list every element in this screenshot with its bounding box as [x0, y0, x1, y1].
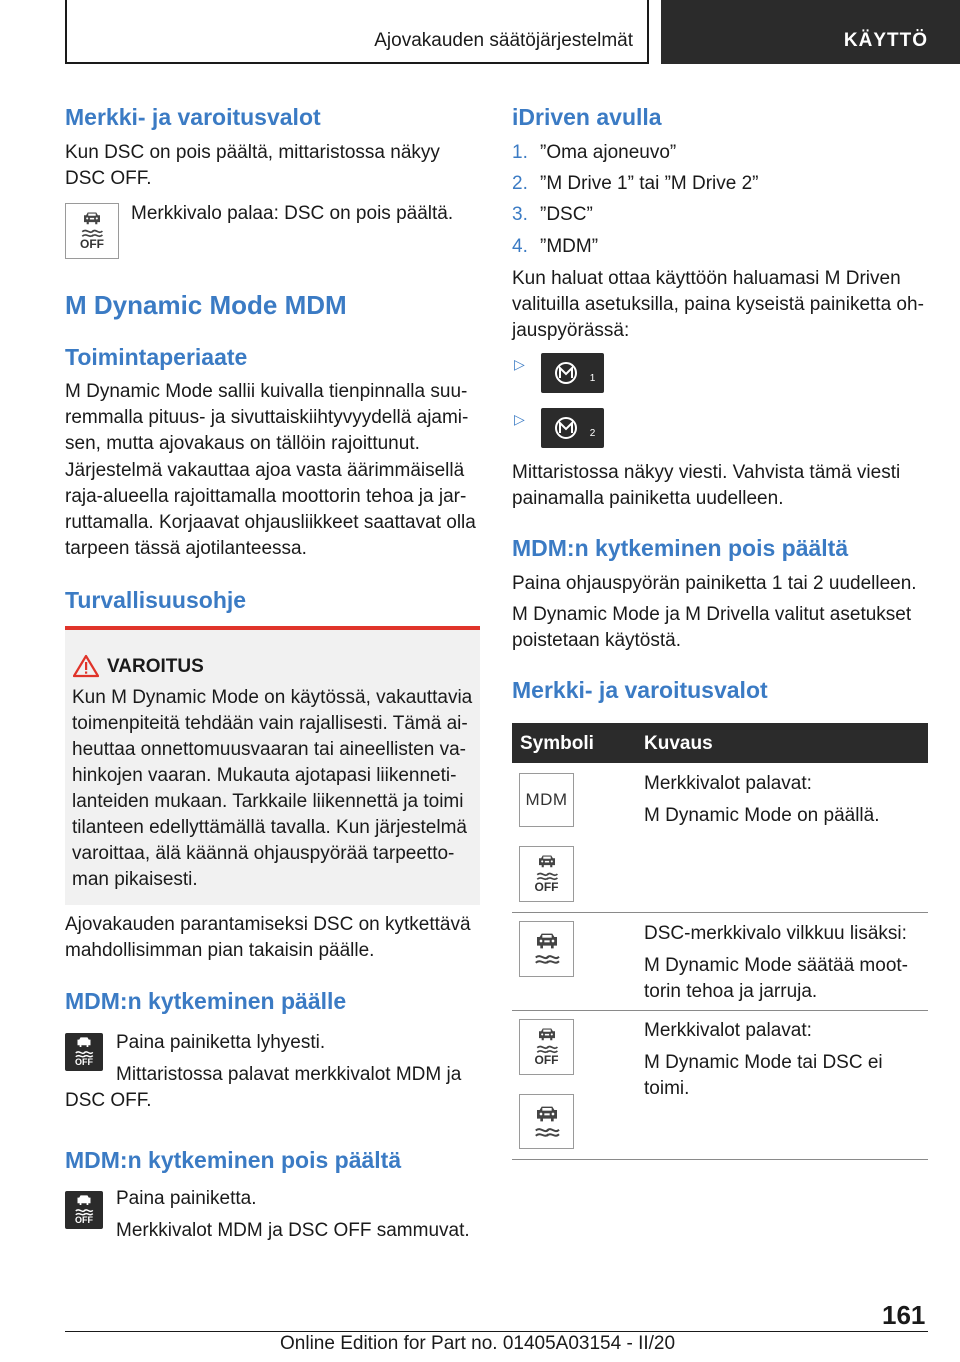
m1-button-icon	[541, 353, 604, 393]
bullet-arrow-icon: ▷	[514, 356, 525, 372]
heading-mdm-off-2: MDM:n kytkeminen pois päältä	[512, 535, 849, 561]
m1-subscript: 1	[589, 372, 596, 384]
page-number: 161	[882, 1300, 926, 1330]
col-symbol: Symboli	[520, 733, 594, 754]
header-frame	[65, 0, 649, 64]
heading-mdm-on: MDM:n kytkeminen päälle	[65, 988, 347, 1014]
heading-mdm: M Dynamic Mode MDM	[65, 290, 347, 320]
indicator-lamp-text: Merkkivalo palaa: DSC on pois päältä.	[131, 203, 454, 224]
idrive-step-2	[512, 171, 759, 197]
chapter-tab-label: KÄYTTÖ	[843, 30, 928, 51]
step-number: 2.	[512, 173, 528, 194]
dsc-lamp-icon	[519, 1094, 574, 1149]
step-text: ”DSC”	[540, 204, 593, 225]
mdm-lamp-icon	[519, 773, 574, 827]
section-title: Ajovakauden säätöjärjestelmät	[374, 30, 633, 51]
off2-paragraph-2: M Dynamic Mode ja M Drivella valitut asetukset poistetaan käytöstä.	[512, 604, 912, 651]
m-drive-icon	[550, 414, 590, 442]
footer-rule	[65, 1331, 928, 1332]
step-text: ”M Drive 1” tai ”M Drive 2”	[540, 173, 759, 194]
off-label: OFF	[534, 1053, 559, 1067]
dsc-lamp-icon	[519, 921, 574, 977]
off2-paragraph-1: Paina ohjauspyörän painiketta 1 tai 2 uudelleen.	[512, 573, 917, 594]
col-description: Kuvaus	[644, 733, 713, 754]
table-header	[512, 723, 928, 763]
table-divider	[512, 912, 928, 913]
dsc-off-lamp-icon	[65, 203, 119, 259]
row1-desc-1: Merkkivalot palavat:	[644, 773, 812, 794]
idrive-text: Kun haluat ottaa käyttöön haluamasi M Driven valituilla asetuksilla, paina kyseistä painiketta ohjauspyörässä:	[512, 268, 924, 341]
dsc-off-button-icon-2	[65, 1191, 103, 1229]
mdm-label: MDM	[525, 790, 568, 809]
row2-desc-2: M Dynamic Mode säätää moottorin tehoa ja jarruja.	[644, 955, 908, 1002]
step-number: 4.	[512, 236, 528, 257]
heading-table: Merkki- ja varoitusvalot	[512, 677, 768, 703]
bullet-arrow-icon: ▷	[514, 411, 525, 427]
off-label: OFF	[534, 880, 559, 894]
row3-desc-2: M Dynamic Mode tai DSC ei toimi.	[644, 1052, 883, 1099]
footer-edition: Online Edition for Part no. 01405A03154 - II/20	[280, 1333, 676, 1354]
idrive-step-1	[512, 140, 677, 166]
dsc-off-lamp-icon	[519, 1019, 574, 1075]
mdm-off-step-1: Paina painiketta.	[116, 1188, 257, 1209]
indicators-text: Kun DSC on pois päältä, mittaristossa näkyy DSC OFF.	[65, 142, 440, 189]
principle-paragraph-1: M Dynamic Mode sallii kuivalla tienpinnalla suuremmalla pituus- ja sivuttaiskiihtyvyydellä ajamisen, mutta ajovakaus on tällöin rajoittunut.	[65, 381, 469, 454]
heading-idrive: iDriven avulla	[512, 104, 662, 130]
confirm-text: Mittaristossa näkyy viesti. Vahvista tämä viesti painamalla painiketta uudelleen.	[512, 462, 901, 509]
mdm-off-step-2: Merkkivalot MDM ja DSC OFF sammuvat.	[116, 1220, 470, 1241]
step-number: 3.	[512, 204, 528, 225]
row1-desc-2: M Dynamic Mode on päällä.	[644, 805, 880, 826]
after-warning-text: Ajovakauden parantamiseksi DSC on kytkettävä mahdollisimman pian takaisin päälle.	[65, 914, 471, 961]
principle-paragraph-2: Järjestelmä vakauttaa ajoa vasta äärimmäisellä raja-alueella rajoittamalla moottorin tehoa ja jarruttamalla. Korjaavat ohjausliikkeet saattavat olla tarpeen tässä ajotilanteessa.	[65, 460, 476, 559]
table-divider	[512, 1159, 928, 1160]
dsc-off-lamp-icon	[519, 846, 574, 902]
step-number: 1.	[512, 142, 528, 163]
m2-button-icon	[541, 408, 604, 448]
row3-desc-1: Merkkivalot palavat:	[644, 1020, 812, 1041]
mdm-on-step-1: Paina painiketta lyhyesti.	[116, 1032, 326, 1053]
idrive-step-3	[512, 202, 593, 228]
off-label: OFF	[75, 1057, 93, 1067]
warning-triangle-icon	[73, 654, 99, 678]
heading-principle: Toimintaperiaate	[65, 344, 248, 370]
step-text: ”MDM”	[540, 236, 599, 257]
table-divider	[512, 1010, 928, 1011]
mdm-on-step-2-text: Mittaristossa palavat merkkivalot MDM ja DSC OFF.	[65, 1064, 462, 1111]
off-label: OFF	[75, 1215, 93, 1225]
mdm-on-step-2	[65, 1062, 480, 1114]
row2-desc-1: DSC-merkkivalo vilkkuu lisäksi:	[644, 923, 907, 944]
chapter-tab[interactable]	[661, 0, 960, 64]
step-text: ”Oma ajoneuvo”	[540, 142, 677, 163]
warning-box	[65, 626, 480, 905]
heading-mdm-off: MDM:n kytkeminen pois päältä	[65, 1147, 402, 1173]
m2-subscript: 2	[589, 427, 596, 439]
idrive-step-4	[512, 234, 599, 260]
heading-indicators: Merkki- ja varoitusvalot	[65, 104, 321, 130]
heading-safety: Turvallisuusohje	[65, 587, 247, 613]
m-drive-icon	[550, 359, 590, 387]
warning-text: Kun M Dynamic Mode on käytössä, vakauttavia toimenpiteitä tehdään vain rajallisesti. Tämä aiheuttaa onnettomuusvaaran tai aineellisten vahinkojen vaaran. Mukauta ajotapasi liikennetilanteiden mukaan. Tarkkaile liikennettä ja toimi tilanteen edellyttämällä tavalla. Kun järjestelmä varoittaa, älä käännä ohjauspyörää tarpeettoman pikaisesti.	[72, 687, 473, 890]
off-label: OFF	[80, 237, 104, 251]
warning-title: VAROITUS	[107, 656, 204, 677]
